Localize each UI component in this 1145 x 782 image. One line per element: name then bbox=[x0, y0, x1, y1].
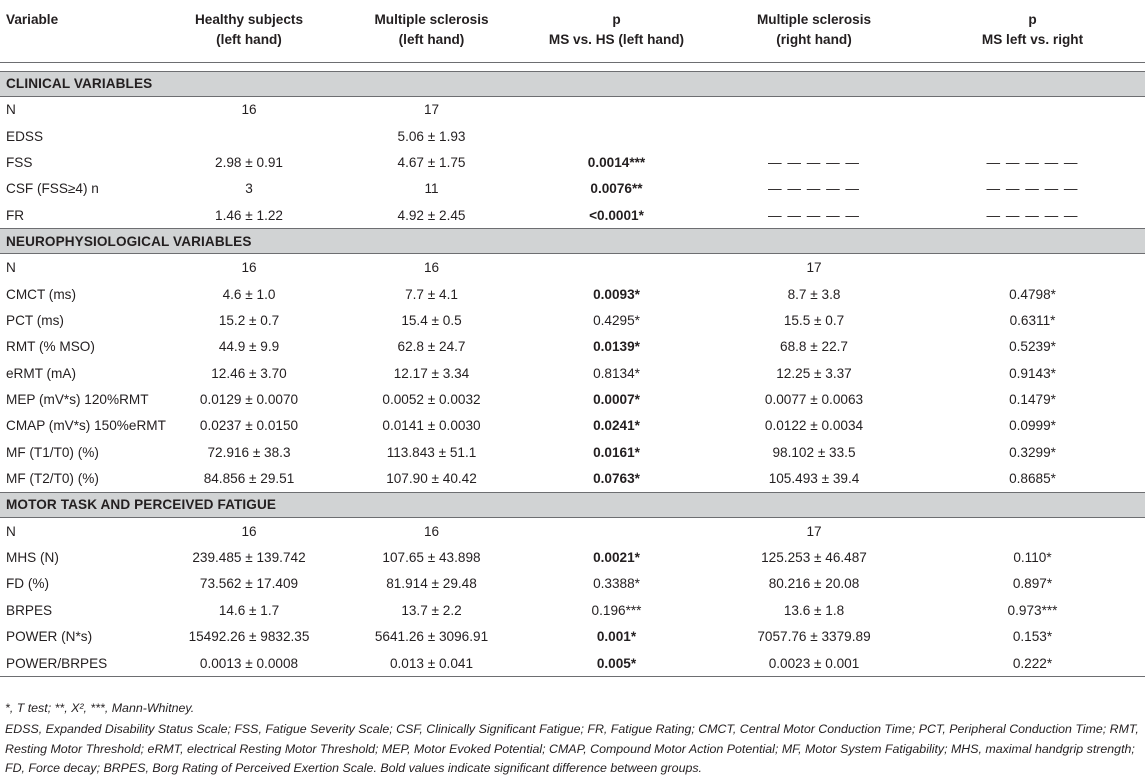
value-cell: 0.1479* bbox=[1009, 392, 1056, 408]
value-cell: 0.005* bbox=[525, 650, 708, 677]
value-cell: 0.0161* bbox=[593, 444, 640, 460]
value-cell: 0.0763* bbox=[593, 471, 640, 487]
table-body bbox=[0, 62, 1145, 677]
section-header-row bbox=[0, 71, 1145, 96]
value-cell: 16 bbox=[241, 260, 257, 276]
value-cell: 11 bbox=[424, 181, 439, 197]
value-cell: 84.856 ± 29.51 bbox=[203, 471, 295, 487]
table-row bbox=[0, 254, 1145, 281]
table-row bbox=[0, 624, 1145, 650]
value-cell: 0.0007* bbox=[593, 392, 640, 408]
variable-name-cell: RMT (% MSO) bbox=[6, 339, 95, 355]
table-row bbox=[0, 571, 1145, 597]
variable-name-cell: N bbox=[6, 523, 16, 539]
value-cell: 0.0076** bbox=[590, 181, 643, 197]
value-cell bbox=[920, 96, 1145, 123]
column-header-2 bbox=[338, 4, 525, 62]
value-cell: 113.843 ± 51.1 bbox=[386, 444, 477, 460]
value-cell bbox=[525, 123, 708, 149]
value-cell: 15.5 ± 0.7 bbox=[783, 312, 845, 328]
spacer-row bbox=[0, 62, 1145, 71]
variable-name-cell: MF (T1/T0) (%) bbox=[6, 444, 99, 460]
variable-name-cell: FSS bbox=[6, 154, 33, 170]
value-cell bbox=[525, 517, 708, 544]
column-header-line1: Multiple sclerosis bbox=[374, 12, 489, 27]
value-cell bbox=[525, 96, 708, 123]
value-cell: 16 bbox=[241, 523, 257, 539]
column-header-line2: MS left vs. right bbox=[981, 32, 1084, 47]
value-cell: 13.6 ± 1.8 bbox=[783, 602, 845, 618]
value-cell: <0.0001* bbox=[589, 207, 644, 223]
value-cell: 0.196*** bbox=[591, 602, 642, 618]
value-cell: 80.216 ± 20.08 bbox=[768, 576, 860, 592]
value-cell: 4.67 ± 1.75 bbox=[397, 154, 466, 170]
column-header-1 bbox=[160, 4, 338, 62]
value-cell: 73.562 ± 17.409 bbox=[199, 576, 299, 592]
variable-name-cell: POWER/BRPES bbox=[0, 650, 160, 677]
value-cell: — — — — — bbox=[767, 207, 861, 223]
value-cell: 0.3388* bbox=[593, 576, 640, 592]
column-header-line2: (left hand) bbox=[216, 32, 282, 47]
variable-name-cell: POWER (N*s) bbox=[6, 629, 93, 645]
value-cell bbox=[708, 96, 920, 123]
value-cell: 16 bbox=[241, 102, 257, 118]
value-cell: 15492.26 ± 9832.35 bbox=[188, 629, 310, 645]
variable-name-cell: N bbox=[6, 260, 16, 276]
table-row bbox=[0, 334, 1145, 360]
value-cell: 0.0241* bbox=[593, 418, 640, 434]
table-footnotes bbox=[5, 699, 1141, 779]
section-title: CLINICAL VARIABLES bbox=[0, 71, 1145, 96]
value-cell: 4.6 ± 1.0 bbox=[222, 286, 276, 302]
table-header bbox=[0, 4, 1145, 62]
value-cell: 17 bbox=[423, 102, 440, 118]
column-header-line2: (left hand) bbox=[398, 32, 465, 47]
value-cell bbox=[525, 254, 708, 281]
value-cell: 0.0129 ± 0.0070 bbox=[199, 392, 299, 408]
value-cell: 5641.26 ± 3096.91 bbox=[374, 629, 489, 645]
column-header-0 bbox=[0, 4, 160, 62]
value-cell: 3 bbox=[245, 181, 253, 197]
value-cell: 7057.76 ± 3379.89 bbox=[757, 629, 871, 645]
variable-name-cell: FD (%) bbox=[6, 576, 50, 592]
value-cell: 0.0139* bbox=[593, 339, 640, 355]
value-cell: 0.9143* bbox=[1009, 365, 1056, 381]
value-cell bbox=[920, 254, 1145, 281]
value-cell: 0.0052 ± 0.0032 bbox=[382, 392, 481, 408]
value-cell: 0.0999* bbox=[1009, 418, 1056, 434]
value-cell: 5.06 ± 1.93 bbox=[397, 128, 466, 144]
value-cell: — — — — — bbox=[767, 154, 861, 170]
value-cell: 107.65 ± 43.898 bbox=[382, 550, 481, 566]
variable-name-cell: CSF (FSS≥4) n bbox=[6, 181, 99, 197]
table-row bbox=[0, 466, 1145, 493]
value-cell: 0.0014*** bbox=[587, 154, 646, 170]
value-cell: 16 bbox=[423, 260, 440, 276]
value-cell: 7.7 ± 4.1 bbox=[405, 286, 458, 302]
column-header-5 bbox=[920, 4, 1145, 62]
value-cell: 239.485 ± 139.742 bbox=[192, 550, 306, 566]
column-header-4 bbox=[708, 4, 920, 62]
value-cell: 1.46 ± 1.22 bbox=[215, 207, 283, 223]
value-cell: — — — — — bbox=[767, 181, 861, 197]
table-row bbox=[0, 544, 1145, 570]
value-cell: — — — — — bbox=[986, 154, 1079, 170]
value-cell: 0.013 ± 0.041 bbox=[338, 650, 525, 677]
value-cell: 0.0141 ± 0.0030 bbox=[382, 418, 481, 434]
value-cell: 0.0023 ± 0.001 bbox=[708, 650, 920, 677]
value-cell: 0.001* bbox=[596, 629, 637, 645]
table-row bbox=[0, 386, 1145, 412]
variable-name-cell: MEP (mV*s) 120%RMT bbox=[6, 392, 149, 408]
value-cell: 107.90 ± 40.42 bbox=[386, 471, 477, 487]
value-cell: 125.253 ± 46.487 bbox=[761, 550, 867, 566]
value-cell: 17 bbox=[806, 260, 822, 276]
column-header-line1: Healthy subjects bbox=[194, 12, 304, 27]
value-cell: 98.102 ± 33.5 bbox=[772, 444, 856, 460]
variable-name-cell: MF (T2/T0) (%) bbox=[6, 471, 99, 487]
value-cell: 0.8685* bbox=[1009, 471, 1056, 487]
value-cell bbox=[920, 517, 1145, 544]
column-header-line1: p bbox=[612, 12, 621, 27]
value-cell bbox=[708, 123, 920, 149]
value-cell: 0.897* bbox=[1012, 576, 1053, 592]
variable-name-cell: CMAP (mV*s) 150%eRMT bbox=[6, 418, 166, 434]
value-cell bbox=[920, 123, 1145, 149]
value-cell: 0.8134* bbox=[593, 365, 640, 381]
value-cell: 4.92 ± 2.45 bbox=[397, 207, 466, 223]
value-cell: 8.7 ± 3.8 bbox=[787, 286, 841, 302]
column-header-line2: (right hand) bbox=[776, 32, 852, 47]
section-header-row bbox=[0, 229, 1145, 254]
results-table bbox=[0, 4, 1145, 677]
table-row bbox=[0, 650, 1145, 677]
value-cell: 68.8 ± 22.7 bbox=[780, 339, 848, 355]
table-row bbox=[0, 439, 1145, 465]
value-cell: 0.0021* bbox=[593, 550, 640, 566]
value-cell: 105.493 ± 39.4 bbox=[768, 471, 860, 487]
value-cell: 0.0122 ± 0.0034 bbox=[764, 418, 864, 434]
variable-name-cell: EDSS bbox=[6, 128, 44, 144]
value-cell: — — — — — bbox=[986, 181, 1079, 197]
value-cell: 14.6 ± 1.7 bbox=[218, 602, 280, 618]
table-row bbox=[0, 123, 1145, 149]
table-row bbox=[0, 360, 1145, 386]
variable-name-cell: PCT (ms) bbox=[6, 312, 64, 328]
value-cell: 12.46 ± 3.70 bbox=[211, 365, 287, 381]
variable-name-cell: N bbox=[6, 102, 16, 118]
value-cell: 0.0093* bbox=[593, 286, 640, 302]
table-row bbox=[0, 202, 1145, 229]
table-row bbox=[0, 413, 1145, 439]
table-row bbox=[0, 281, 1145, 307]
value-cell: 0.4295* bbox=[593, 312, 640, 328]
table-row bbox=[0, 96, 1145, 123]
value-cell: 0.973*** bbox=[1007, 602, 1058, 618]
table-row bbox=[0, 307, 1145, 333]
value-cell: 0.153* bbox=[1012, 629, 1053, 645]
value-cell: 0.3299* bbox=[1009, 444, 1056, 460]
variable-name-cell: eRMT (mA) bbox=[6, 365, 76, 381]
value-cell: 0.0077 ± 0.0063 bbox=[764, 392, 864, 408]
table-row bbox=[0, 597, 1145, 623]
column-header-line1: p bbox=[1028, 12, 1037, 27]
section-title: NEUROPHYSIOLOGICAL VARIABLES bbox=[0, 229, 1145, 254]
value-cell bbox=[160, 123, 338, 149]
table-row bbox=[0, 176, 1145, 202]
value-cell: 15.2 ± 0.7 bbox=[218, 312, 280, 328]
column-header-line1: Variable bbox=[6, 12, 59, 27]
column-header-line2: MS vs. HS (left hand) bbox=[548, 32, 685, 47]
value-cell: 0.0237 ± 0.0150 bbox=[199, 418, 299, 434]
value-cell: 62.8 ± 24.7 bbox=[397, 339, 466, 355]
value-cell: 0.5239* bbox=[1009, 339, 1056, 355]
value-cell: 15.4 ± 0.5 bbox=[401, 312, 462, 328]
column-header-3 bbox=[525, 4, 708, 62]
variable-name-cell: MHS (N) bbox=[6, 550, 59, 566]
value-cell: 13.7 ± 2.2 bbox=[401, 602, 462, 618]
section-header-row bbox=[0, 492, 1145, 517]
table-row bbox=[0, 517, 1145, 544]
table-row bbox=[0, 149, 1145, 175]
test-footnote: *, T test; **, X², ***, Mann-Whitney. bbox=[5, 701, 195, 715]
variable-name-cell: BRPES bbox=[6, 602, 53, 618]
value-cell: — — — — — bbox=[986, 207, 1079, 223]
column-header-line1: Multiple sclerosis bbox=[756, 12, 872, 27]
variable-name-cell: CMCT (ms) bbox=[6, 286, 76, 302]
value-cell: 0.6311* bbox=[1009, 312, 1056, 328]
value-cell: 0.4798* bbox=[1009, 286, 1056, 302]
value-cell: 44.9 ± 9.9 bbox=[218, 339, 280, 355]
value-cell: 72.916 ± 38.3 bbox=[207, 444, 291, 460]
value-cell: 12.17 ± 3.34 bbox=[393, 365, 470, 381]
abbreviation-footnote: EDSS, Expanded Disability Status Scale; FSS, Fatigue Severity Scale; CSF, Clinically Significant Fatigue; FR, Fatigue Rating; CMCT, Central Motor Conduction Time; PCT, Peripheral Conduction Time; RMT, Resting Motor Threshold; eRMT, electrical Resting Motor Threshold; MEP, Motor Evoked Potential; CMAP, Compound Motor Action Potential; MF, Motor System Fatigability; MHS, maximal handgrip strength; FD, Force decay; BRPES, Borg Rating of Perceived Exertion Scale. Bold values indicate significant difference between groups. bbox=[5, 722, 1139, 776]
value-cell: 81.914 ± 29.48 bbox=[386, 576, 477, 592]
value-cell: 17 bbox=[806, 523, 822, 539]
value-cell: 0.110* bbox=[1013, 550, 1052, 566]
value-cell: 0.222* bbox=[920, 650, 1145, 677]
section-title: MOTOR TASK AND PERCEIVED FATIGUE bbox=[0, 492, 1145, 517]
value-cell: 0.0013 ± 0.0008 bbox=[160, 650, 338, 677]
value-cell: 2.98 ± 0.91 bbox=[215, 154, 283, 170]
value-cell: 16 bbox=[423, 523, 440, 539]
value-cell: 12.25 ± 3.37 bbox=[776, 365, 852, 381]
variable-name-cell: FR bbox=[6, 207, 25, 223]
